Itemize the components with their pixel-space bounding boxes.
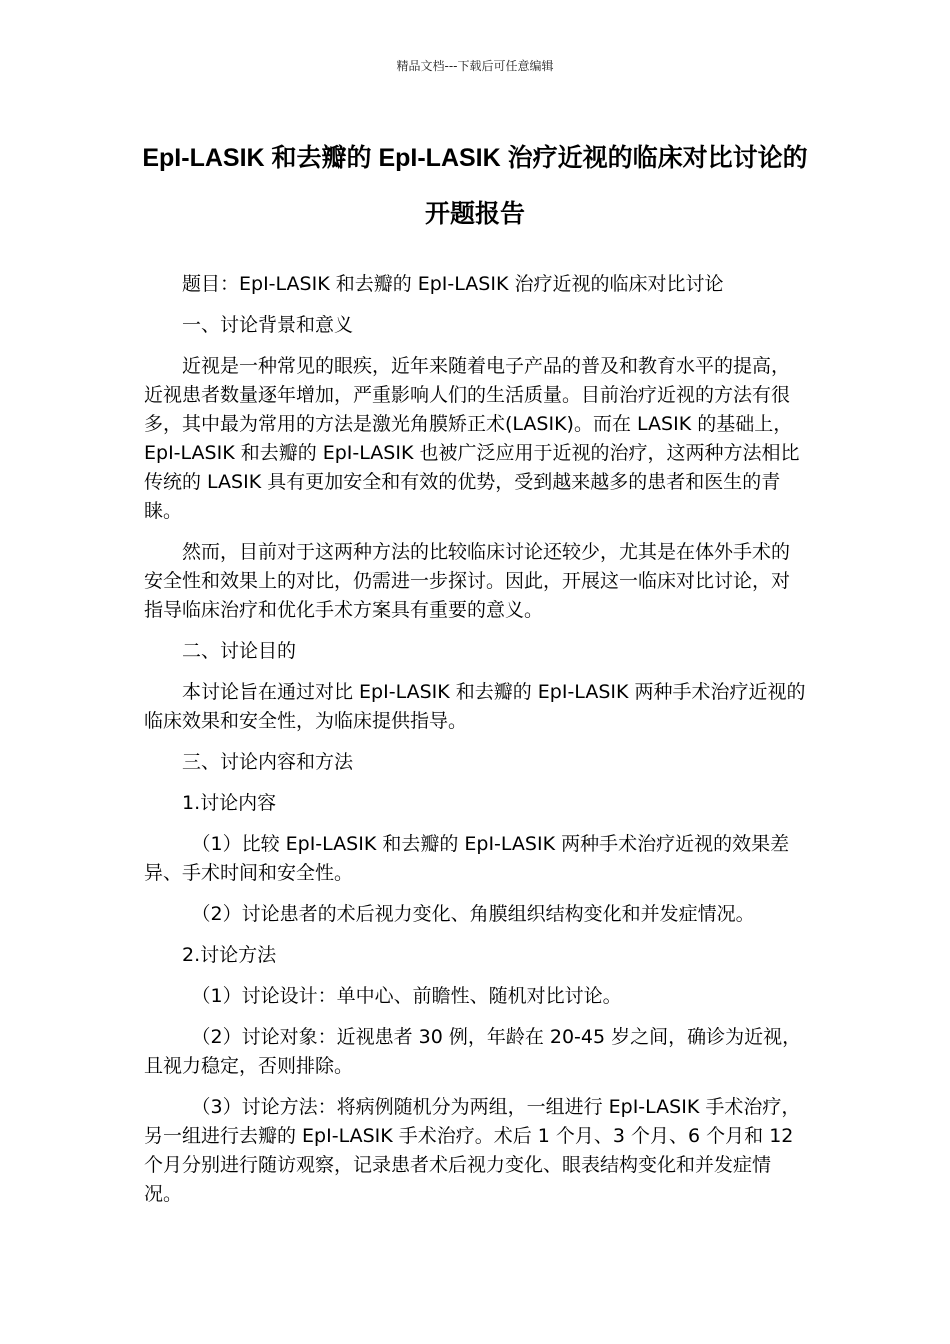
content-item-1: （1）比较 EpI-LASIK 和去瓣的 EpI-LASIK 两种手术治疗近视的效果差异、手术时间和安全性。 <box>144 833 790 884</box>
document-body <box>144 270 808 1221</box>
method-item-1: （1）讨论设计：单中心、前瞻性、随机对比讨论。 <box>191 985 622 1007</box>
header-note: 精品文档---下载后可任意编辑 <box>396 59 554 73</box>
content-item-2: （2）讨论患者的术后视力变化、角膜组织结构变化和并发症情况。 <box>191 903 755 925</box>
background-paragraph-1: 近视是一种常见的眼疾，近年来随着电子产品的普及和教育水平的提高，近视患者数量逐年增加，严重影响人们的生活质量。目前治疗近视的方法有很多，其中最为常用的方法是激光角膜矫正术(LASIK)。而在 LASIK 的基础上，EpI-LASIK 和去瓣的 EpI-LASIK 也被广泛应用于近视的治疗，这两种方法相比传统的 LASIK 具有更加安全和有效的优势，受到越来越多的患者和医生的青睐。 <box>144 355 800 522</box>
background-paragraph-2: 然而，目前对于这两种方法的比较临床讨论还较少，尤其是在体外手术的安全性和效果上的对比，仍需进一步探讨。因此，开展这一临床对比讨论，对指导临床治疗和优化手术方案具有重要的意义。 <box>144 541 791 621</box>
document-title: EpI-LASIK 和去瓣的 EpI-LASIK 治疗近视的临床对比讨论的开题报告 <box>142 144 808 228</box>
subheading-method: 2.讨论方法 <box>182 944 277 966</box>
method-item-2: （2）讨论对象：近视患者 30 例，年龄在 20-45 岁之间，确诊为近视，且视力稳定，否则排除。 <box>144 1026 802 1077</box>
section-heading-purpose: 二、讨论目的 <box>182 640 297 662</box>
subheading-content: 1.讨论内容 <box>182 792 277 814</box>
method-item-3: （3）讨论方法：将病例随机分为两组，一组进行 EpI-LASIK 手术治疗，另一组进行去瓣的 EpI-LASIK 手术治疗。术后 1 个月、3 个月、6 个月和 12 个月分别进行随访观察，记录患者术后视力变化、眼表结构变化和并发症情况。 <box>144 1096 801 1205</box>
purpose-paragraph: 本讨论旨在通过对比 EpI-LASIK 和去瓣的 EpI-LASIK 两种手术治疗近视的临床效果和安全性，为临床提供指导。 <box>144 681 806 732</box>
section-heading-content-method: 三、讨论内容和方法 <box>182 751 354 773</box>
topic-line: 题目：EpI-LASIK 和去瓣的 EpI-LASIK 治疗近视的临床对比讨论 <box>182 273 724 295</box>
section-heading-background: 一、讨论背景和意义 <box>182 314 354 336</box>
